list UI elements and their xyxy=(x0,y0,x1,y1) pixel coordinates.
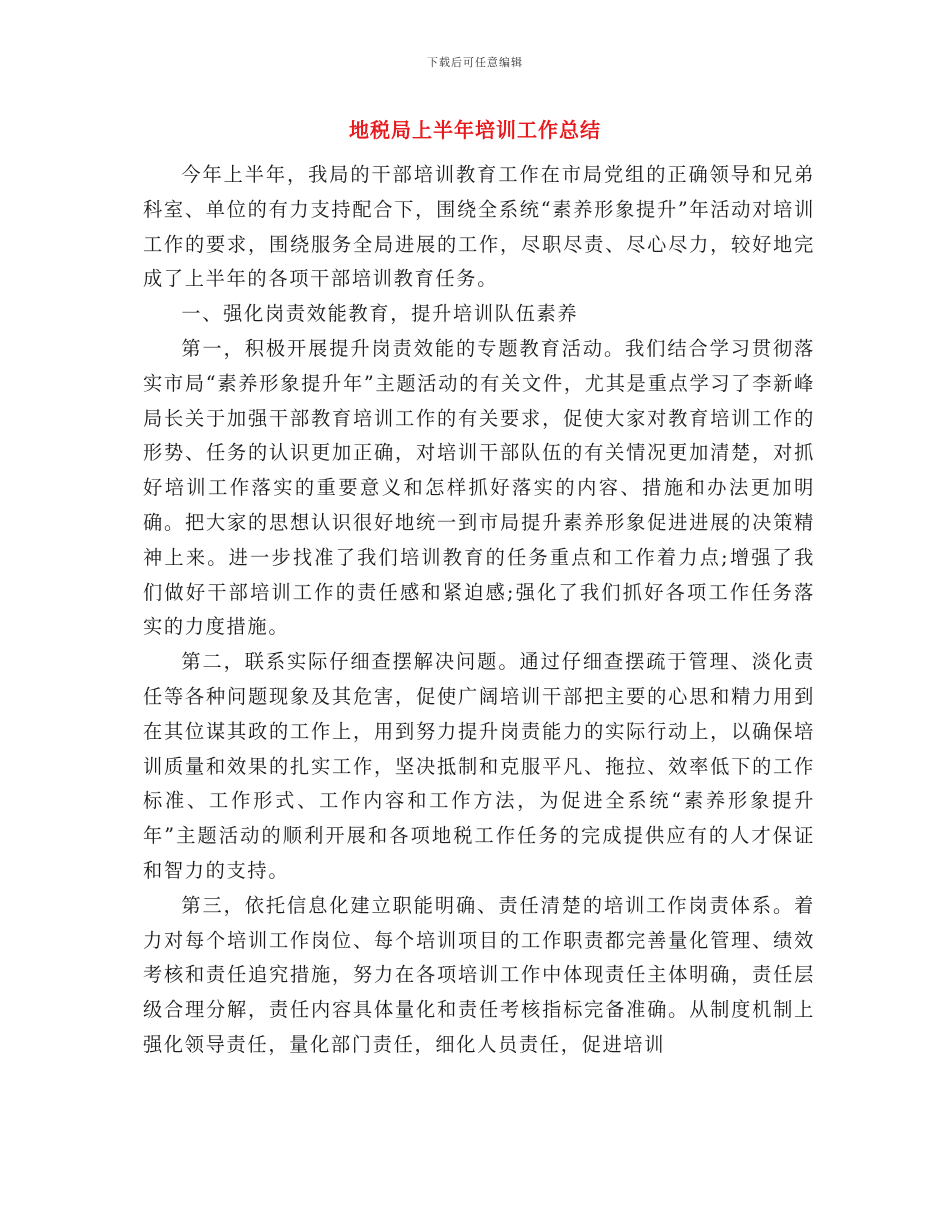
paragraph-intro: 今年上半年，我局的干部培训教育工作在市局党组的正确领导和兄弟科室、单位的有力支持配合下，围绕全系统“素养形象提升”年活动对培训工作的要求，围绕服务全局进展的工作，尽职尽责、尽心尽力，较好地完成了上半年的各项干部培训教育任务。 xyxy=(143,163,815,291)
section-heading-1: 一、强化岗责效能教育，提升培训队伍素养 xyxy=(181,302,579,326)
document-body xyxy=(143,158,815,1063)
paragraph-first: 第一，积极开展提升岗责效能的专题教育活动。我们结合学习贯彻落实市局“素养形象提升年”主题活动的有关文件，尤其是重点学习了李新峰局长关于加强干部教育培训工作的有关要求，促使大家对教育培训工作的形势、任务的认识更加正确，对培训干部队伍的有关情况更加清楚，对抓好培训工作落实的重要意义和怎样抓好落实的内容、措施和办法更加明确。把大家的思想认识很好地统一到市局提升素养形象促进进展的决策精神上来。进一步找准了我们培训教育的任务重点和工作着力点;增强了我们做好干部培训工作的责任感和紧迫感;强化了我们抓好各项工作任务落实的力度措施。 xyxy=(143,336,815,639)
header-note: 下载后可任意编辑 xyxy=(427,56,523,69)
paragraph-third: 第三，依托信息化建立职能明确、责任清楚的培训工作岗责体系。着力对每个培训工作岗位、每个培训项目的工作职责都完善量化管理、绩效考核和责任追究措施，努力在各项培训工作中体现责任主体明确，责任层级合理分解，责任内容具体量化和责任考核指标完备准确。从制度机制上强化领导责任，量化部门责任，细化人员责任，促进培训 xyxy=(143,893,815,1056)
document-title: 地税局上半年培训工作总结 xyxy=(349,118,601,142)
paragraph-second: 第二，联系实际仔细查摆解决问题。通过仔细查摆疏于管理、淡化责任等各种问题现象及其危害，促使广阔培训干部把主要的心思和精力用到在其位谋其政的工作上，用到努力提升岗责能力的实际行动上，以确保培训质量和效果的扎实工作，坚决抵制和克服平凡、拖拉、效率低下的工作标准、工作形式、工作内容和工作方法，为促进全系统“素养形象提升年”主题活动的顺利开展和各项地税工作任务的完成提供应有的人才保证和智力的支持。 xyxy=(143,650,815,882)
